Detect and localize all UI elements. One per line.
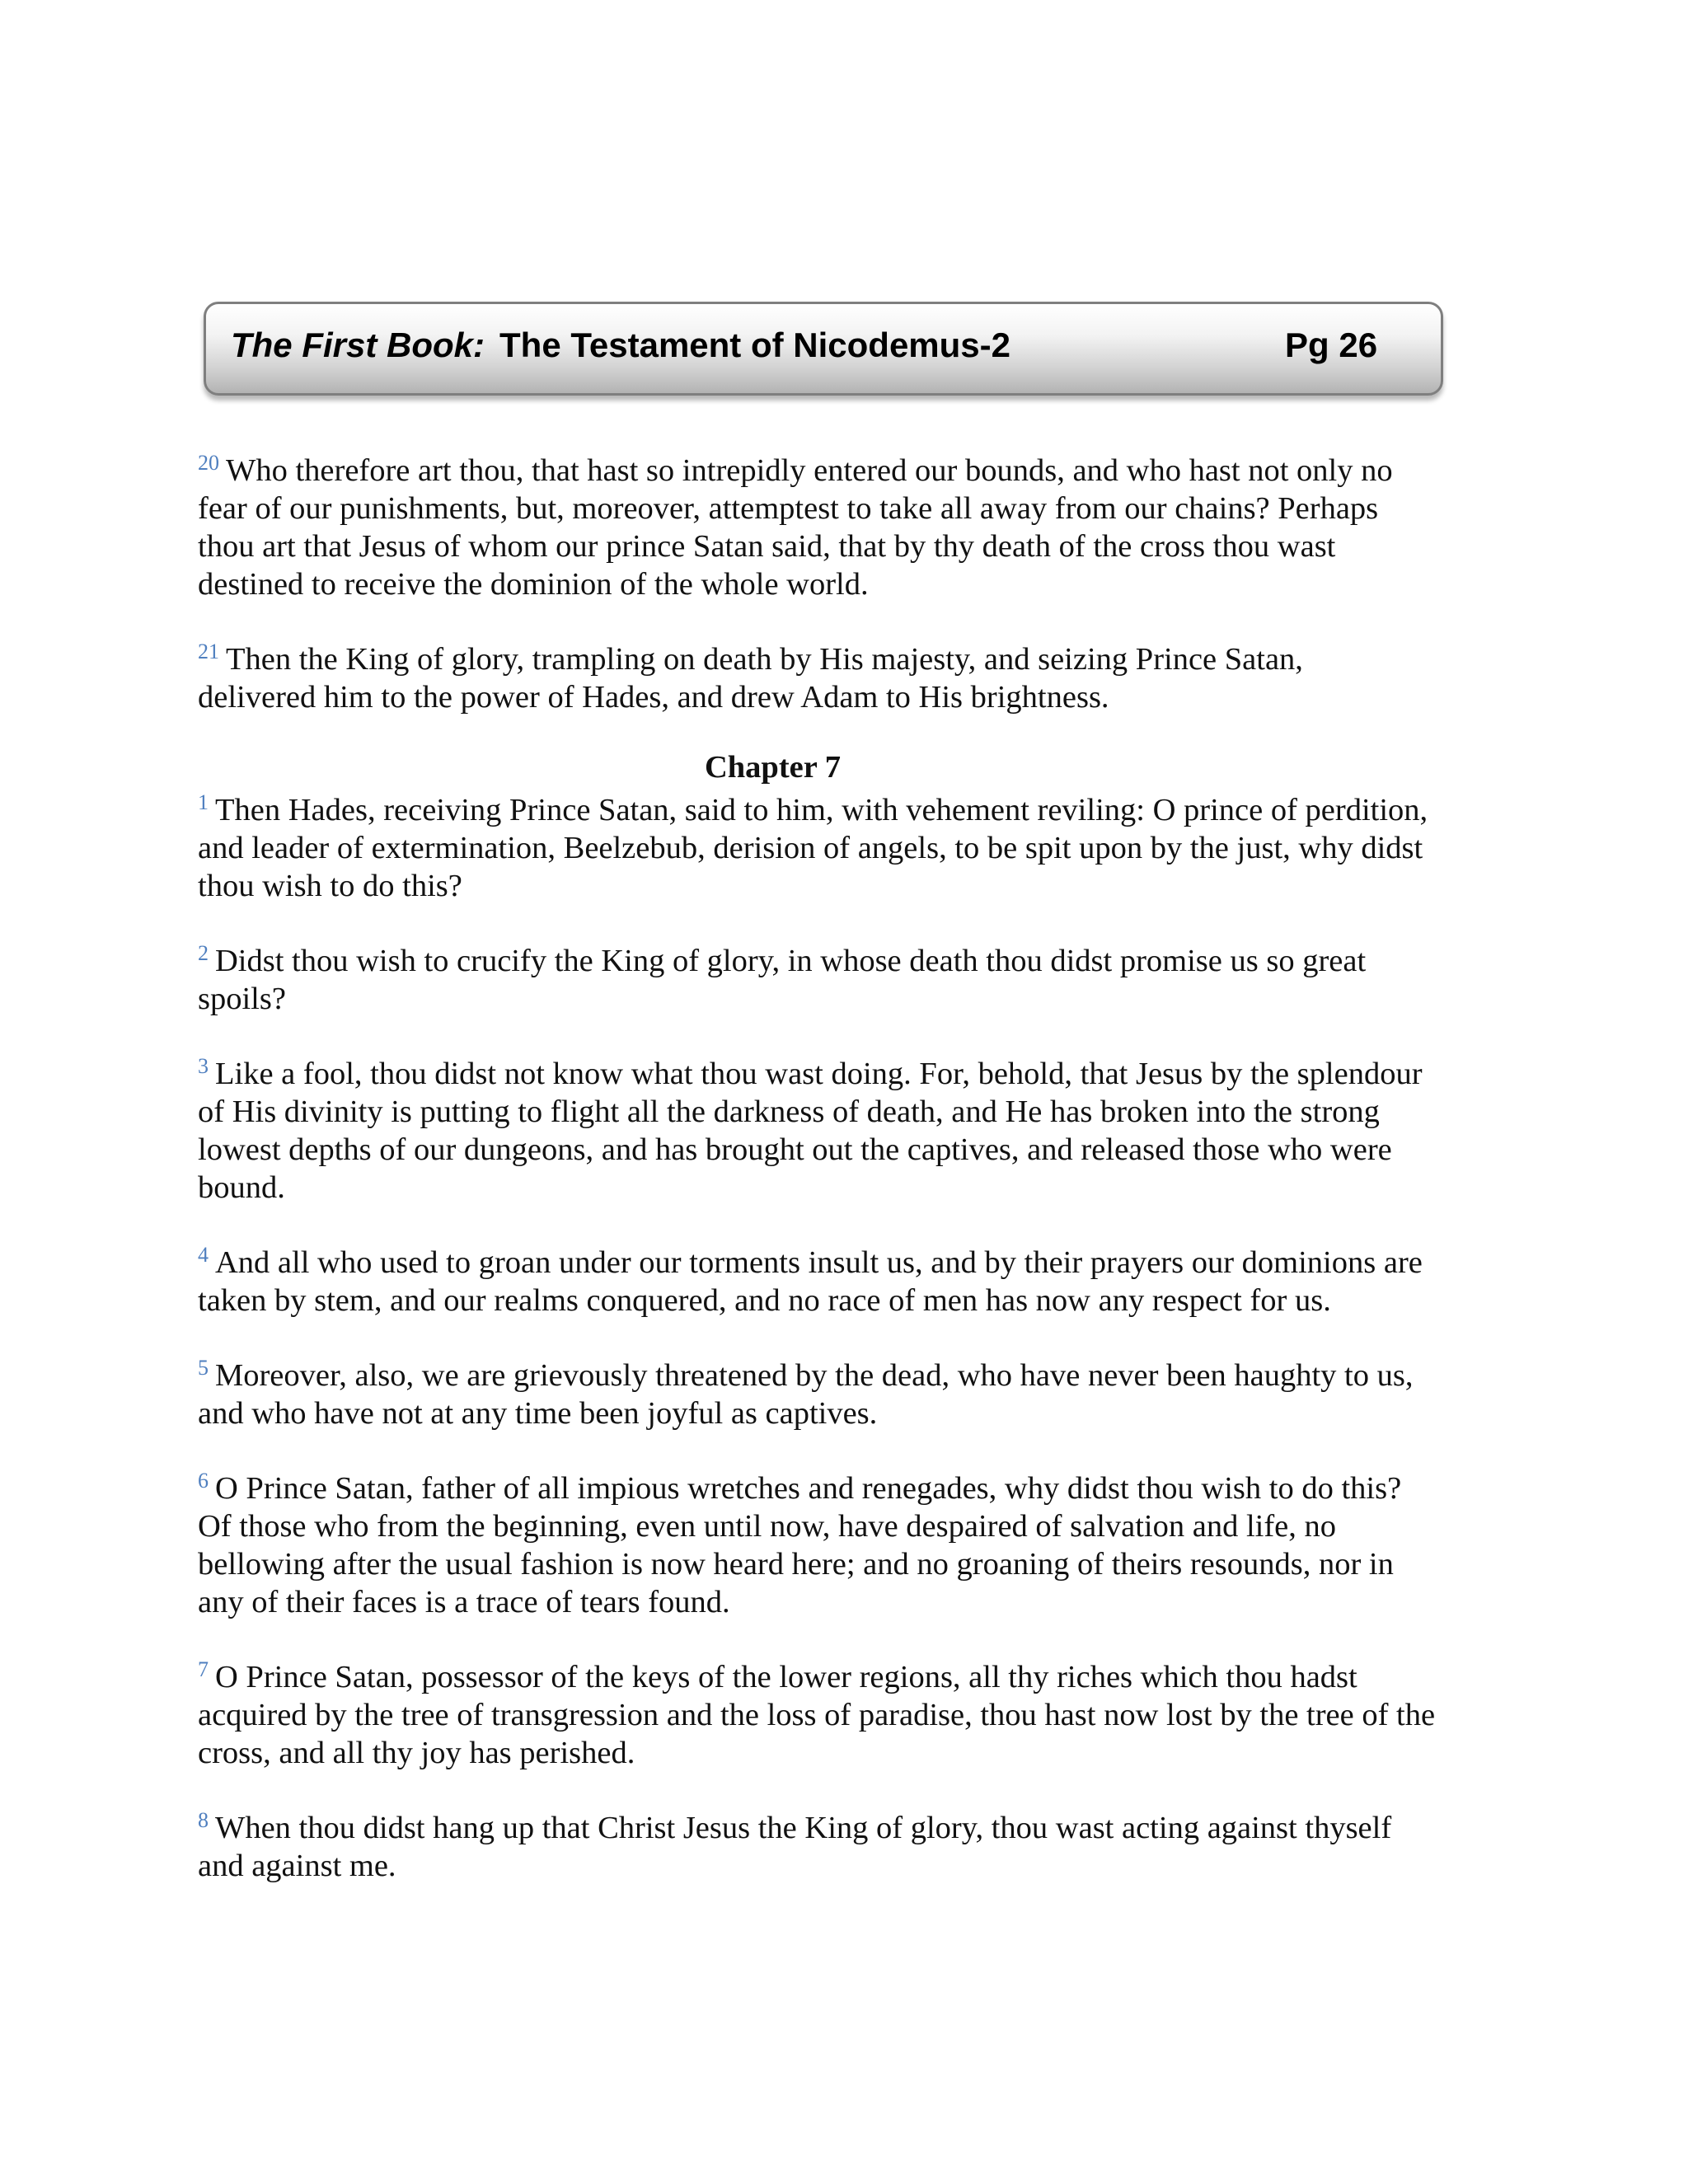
document-body bbox=[198, 452, 1500, 1922]
document-title: The Testament of Nicodemus-2 bbox=[499, 326, 1011, 364]
verse-text: thou wish to do this? bbox=[198, 869, 462, 903]
page-number: Pg 26 bbox=[1285, 326, 1378, 364]
verse-number: 8 bbox=[198, 1808, 209, 1832]
verse-paragraph bbox=[198, 942, 1500, 1018]
verse-text: spoils? bbox=[198, 982, 286, 1016]
verse-text: delivered him to the power of Hades, and drew Adam to His brightness. bbox=[198, 680, 1109, 715]
verse-line bbox=[198, 1469, 1500, 1507]
verse-line bbox=[198, 678, 1500, 716]
verse-line bbox=[198, 1093, 1500, 1131]
verse-line bbox=[198, 490, 1500, 527]
verse-paragraph bbox=[198, 1469, 1500, 1621]
verse-line bbox=[198, 1847, 1500, 1885]
verse-paragraph bbox=[198, 1055, 1500, 1207]
verse-number: 6 bbox=[198, 1469, 209, 1493]
verse-line bbox=[198, 527, 1500, 565]
verse-line bbox=[198, 791, 1500, 829]
verse-text: O Prince Satan, possessor of the keys of the lower regions, all thy riches which thou hadst bbox=[215, 1660, 1357, 1694]
verse-text: destined to receive the dominion of the whole world. bbox=[198, 567, 869, 602]
verse-text: and leader of extermination, Beelzebub, derision of angels, to be spit upon by the just, why didst bbox=[198, 831, 1423, 865]
verse-text: taken by stem, and our realms conquered, and no race of men has now any respect for us. bbox=[198, 1283, 1331, 1318]
verse-line bbox=[198, 1583, 1500, 1621]
verse-paragraph bbox=[198, 1357, 1500, 1432]
verse-paragraph bbox=[198, 1658, 1500, 1772]
verse-paragraph bbox=[198, 1244, 1500, 1319]
verse-paragraph bbox=[198, 791, 1500, 905]
verse-text: bellowing after the usual fashion is now heard here; and no groaning of theirs resounds, nor in bbox=[198, 1547, 1394, 1582]
verse-line bbox=[198, 1169, 1500, 1207]
verse-line bbox=[198, 1282, 1500, 1319]
verse-text: and who have not at any time been joyful as captives. bbox=[198, 1396, 878, 1431]
verse-text: Didst thou wish to crucify the King of glory, in whose death thou didst promise us so great bbox=[215, 944, 1367, 978]
verse-line bbox=[198, 452, 1500, 490]
verse-line bbox=[198, 829, 1500, 867]
verse-text: bound. bbox=[198, 1170, 285, 1205]
verse-number: 3 bbox=[198, 1054, 209, 1078]
verse-text: any of their faces is a trace of tears found. bbox=[198, 1585, 730, 1619]
verse-number: 20 bbox=[198, 451, 219, 475]
verse-line bbox=[198, 1734, 1500, 1772]
verse-line bbox=[198, 1394, 1500, 1432]
verse-text: When thou didst hang up that Christ Jesus the King of glory, thou wast acting against thyself bbox=[215, 1811, 1392, 1845]
verse-line bbox=[198, 640, 1500, 678]
verse-line bbox=[198, 1545, 1500, 1583]
verse-paragraph bbox=[198, 452, 1500, 603]
verse-number: 7 bbox=[198, 1657, 209, 1681]
page-header-bar bbox=[204, 302, 1443, 396]
verse-line bbox=[198, 1357, 1500, 1394]
verse-text: Moreover, also, we are grievously threatened by the dead, who have never been haughty to us, bbox=[215, 1358, 1414, 1393]
verse-line bbox=[198, 1658, 1500, 1696]
verse-text: lowest depths of our dungeons, and has brought out the captives, and released those who were bbox=[198, 1132, 1392, 1167]
verse-line bbox=[198, 1507, 1500, 1545]
verse-line bbox=[198, 942, 1500, 980]
verse-number: 1 bbox=[198, 790, 209, 814]
verse-number: 2 bbox=[198, 941, 209, 965]
verse-line bbox=[198, 980, 1500, 1018]
verse-text: And all who used to groan under our torments insult us, and by their prayers our dominions are bbox=[215, 1245, 1423, 1280]
verse-line bbox=[198, 1696, 1500, 1734]
chapter-heading: Chapter 7 bbox=[704, 750, 842, 785]
verse-text: Of those who from the beginning, even until now, have despaired of salvation and life, no bbox=[198, 1509, 1337, 1544]
book-label: The First Book: bbox=[231, 326, 485, 364]
verse-number: 4 bbox=[198, 1243, 209, 1267]
header-title-group bbox=[231, 326, 1010, 365]
verse-line bbox=[198, 565, 1500, 603]
verse-text: fear of our punishments, but, moreover, attemptest to take all away from our chains? Perhaps bbox=[198, 491, 1379, 526]
verse-text: cross, and all thy joy has perished. bbox=[198, 1736, 635, 1770]
verse-line bbox=[198, 1809, 1500, 1847]
verse-text: of His divinity is putting to flight all the darkness of death, and He has broken into the strong bbox=[198, 1094, 1380, 1129]
verses-before-chapter bbox=[198, 452, 1500, 716]
verse-line bbox=[198, 1131, 1500, 1169]
verse-text: thou art that Jesus of whom our prince Satan said, that by thy death of the cross thou wast bbox=[198, 529, 1336, 564]
verse-text: O Prince Satan, father of all impious wretches and renegades, why didst thou wish to do this? bbox=[215, 1471, 1402, 1506]
verse-text: acquired by the tree of transgression and the loss of paradise, thou hast now lost by the tree of the bbox=[198, 1698, 1436, 1732]
verses-after-chapter bbox=[198, 791, 1500, 1885]
verse-paragraph bbox=[198, 640, 1500, 716]
verse-text: Who therefore art thou, that hast so intrepidly entered our bounds, and who hast not only no bbox=[226, 453, 1393, 488]
verse-line bbox=[198, 867, 1500, 905]
verse-line bbox=[198, 1055, 1500, 1093]
verse-text: Like a fool, thou didst not know what thou wast doing. For, behold, that Jesus by the splendour bbox=[215, 1057, 1423, 1091]
verse-number: 5 bbox=[198, 1356, 209, 1380]
verse-line bbox=[198, 1244, 1500, 1282]
verse-text: Then Hades, receiving Prince Satan, said to him, with vehement reviling: O prince of perdition, bbox=[215, 793, 1428, 827]
verse-text: Then the King of glory, trampling on death by His majesty, and seizing Prince Satan, bbox=[226, 642, 1303, 677]
verse-text: and against me. bbox=[198, 1849, 396, 1883]
verse-number: 21 bbox=[198, 640, 219, 663]
verse-paragraph bbox=[198, 1809, 1500, 1885]
